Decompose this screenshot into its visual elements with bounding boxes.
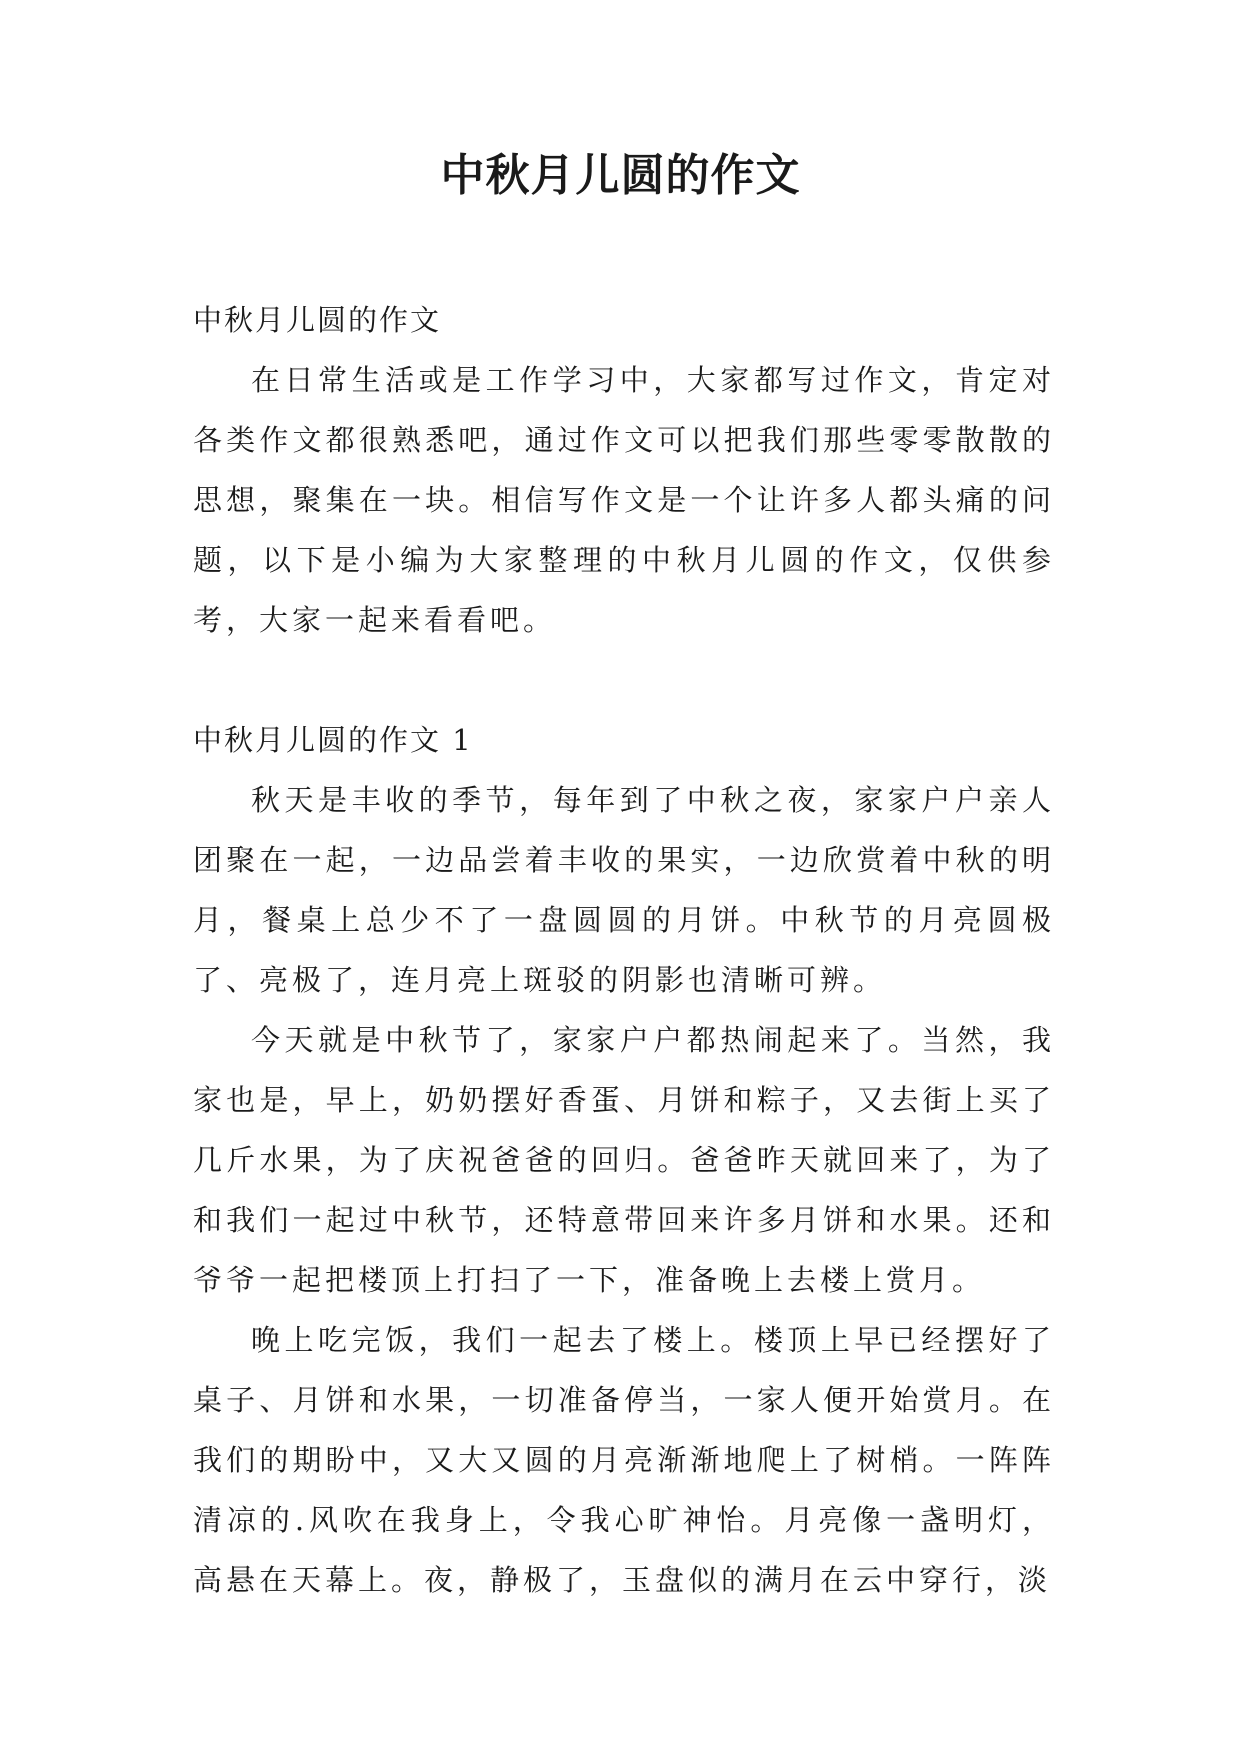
essay-1-paragraph-1: 秋天是丰收的季节，每年到了中秋之夜，家家户户亲人团聚在一起，一边品尝着丰收的果实，一边欣赏着中秋的明月，餐桌上总少不了一盘圆圆的月饼。中秋节的月亮圆极了、亮极了，连月亮上斑驳的阴影也清晰可辨。 [193, 783, 1055, 997]
intro-heading: 中秋月儿圆的作文 [193, 303, 442, 337]
essay-1-paragraph-3: 晚上吃完饭，我们一起去了楼上。楼顶上早已经摆好了桌子、月饼和水果，一切准备停当，一家人便开始赏月。在我们的期盼中，又大又圆的月亮渐渐地爬上了树梢。一阵阵清凉的.风吹在我身上，令我心旷神怡。月亮像一盏明灯，高悬在天幕上。夜，静极了，玉盘似的满月在云中穿行，淡 [193, 1323, 1055, 1597]
document-title: 中秋月儿圆的作文 [440, 150, 801, 201]
document-body [193, 290, 1055, 1610]
intro-paragraph: 在日常生活或是工作学习中，大家都写过作文，肯定对各类作文都很熟悉吧，通过作文可以把我们那些零零散散的思想，聚集在一块。相信写作文是一个让许多人都头痛的问题，以下是小编为大家整理的中秋月儿圆的作文，仅供参考，大家一起来看看吧。 [193, 363, 1055, 637]
section-spacer [193, 650, 1055, 710]
essay-1-heading: 中秋月儿圆的作文 1 [193, 723, 473, 757]
essay-1-paragraph-2: 今天就是中秋节了，家家户户都热闹起来了。当然，我家也是，早上，奶奶摆好香蛋、月饼和粽子，又去街上买了几斤水果，为了庆祝爸爸的回归。爸爸昨天就回来了，为了和我们一起过中秋节，还特意带回来许多月饼和水果。还和爷爷一起把楼顶上打扫了一下，准备晚上去楼上赏月。 [193, 1023, 1055, 1297]
